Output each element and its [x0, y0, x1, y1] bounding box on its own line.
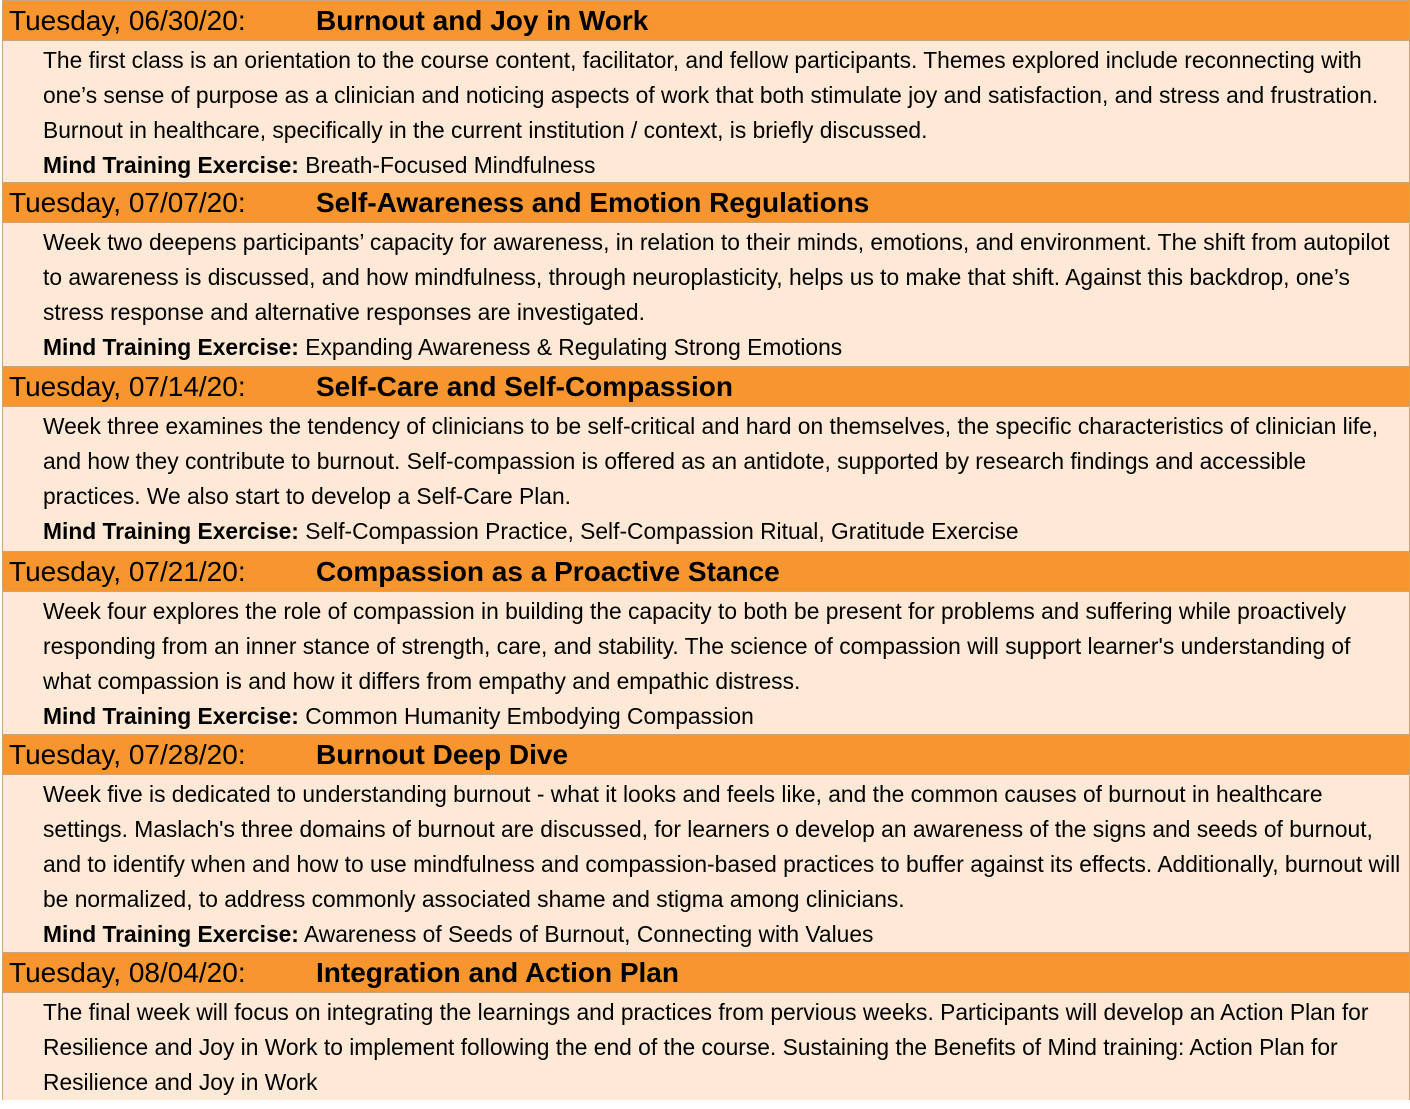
- session-header: [3, 734, 1409, 775]
- session-header: [3, 952, 1409, 993]
- session-description: The final week will focus on integrating the learnings and practices from pervious weeks. Participants will develop an Action Plan for Resilience and Joy in Work to implement following the end of the course. Sustaining the Benefits of Mind training: Action Plan for Resilience and Joy in Work: [43, 999, 1369, 1095]
- exercise-text: Self-Compassion Practice, Self-Compassion Ritual, Gratitude Exercise: [298, 518, 1019, 544]
- exercise-label: Mind Training Exercise:: [43, 334, 299, 360]
- exercise-label: Mind Training Exercise:: [43, 921, 299, 947]
- session-title: Compassion as a Proactive Stance: [316, 556, 780, 587]
- mind-training-exercise: [43, 917, 1403, 952]
- session-title: Burnout Deep Dive: [316, 739, 569, 770]
- session-title: Self-Care and Self-Compassion: [316, 371, 733, 402]
- session-title: Self-Awareness and Emotion Regulations: [316, 187, 870, 218]
- exercise-text: Breath-Focused Mindfulness: [298, 152, 596, 178]
- session-date: Tuesday, 06/30/20:: [9, 5, 246, 36]
- session-date: Tuesday, 08/04/20:: [9, 957, 246, 988]
- session-date: Tuesday, 07/28/20:: [9, 739, 246, 770]
- session-description: Week three examines the tendency of clinicians to be self-critical and hard on themselves, the specific characteristics of clinician life, and how they contribute to burnout. Self-compassion is offered as an antidote, supported by research findings and accessible practices. We also start to develop a Self-Care Plan.: [43, 413, 1379, 509]
- session-header: [3, 182, 1409, 223]
- exercise-label: Mind Training Exercise:: [43, 518, 299, 544]
- session-date: Tuesday, 07/14/20:: [9, 371, 246, 402]
- session-header: [3, 551, 1409, 592]
- session-title: Integration and Action Plan: [316, 957, 679, 988]
- mind-training-exercise: [43, 148, 1403, 183]
- session-body: [3, 41, 1409, 182]
- session-header: [3, 366, 1409, 407]
- course-schedule: [2, 0, 1410, 1100]
- session-header: [3, 0, 1409, 41]
- mind-training-exercise: [43, 330, 1403, 365]
- exercise-text: Expanding Awareness & Regulating Strong Emotions: [298, 334, 843, 360]
- session-description: The first class is an orientation to the course content, facilitator, and fellow participants. Themes explored include reconnecting with one’s sense of purpose as a clinician and noticing aspects of work that both stimulate joy and satisfaction, and stress and frustration. Burnout in healthcare, specifically in the current institution / context, is briefly discussed.: [43, 47, 1379, 143]
- session-description: Week two deepens participants’ capacity for awareness, in relation to their minds, emotions, and environment. The shift from autopilot to awareness is discussed, and how mindfulness, through neuroplasticity, helps us to make that shift. Against this backdrop, one’s stress response and alternative responses are investigated.: [43, 229, 1390, 325]
- session-week-4: [3, 551, 1409, 734]
- exercise-text: Awareness of Seeds of Burnout, Connecting with Values: [298, 921, 874, 947]
- session-body: [3, 592, 1409, 734]
- session-description: Week four explores the role of compassion in building the capacity to both be present for problems and suffering while proactively responding from an inner stance of strength, care, and stability. The science of compassion will support learner's understanding of what compassion is and how it differs from empathy and empathic distress.: [43, 598, 1351, 694]
- session-description: Week five is dedicated to understanding burnout - what it looks and feels like, and the common causes of burnout in healthcare settings. Maslach's three domains of burnout are discussed, for learners o develop an awareness of the signs and seeds of burnout, and to identify when and how to use mindfulness and compassion-based practices to buffer against its effects. Additionally, burnout will be normalized, to address commonly associated shame and stigma among clinicians.: [43, 781, 1401, 912]
- session-week-2: [3, 182, 1409, 366]
- session-body: [3, 993, 1409, 1100]
- session-date: Tuesday, 07/21/20:: [9, 556, 246, 587]
- mind-training-exercise: [43, 699, 1403, 734]
- session-body: [3, 407, 1409, 551]
- exercise-text: Common Humanity Embodying Compassion: [298, 703, 754, 729]
- session-body: [3, 775, 1409, 952]
- session-date: Tuesday, 07/07/20:: [9, 187, 246, 218]
- session-week-6: [3, 952, 1409, 1100]
- exercise-label: Mind Training Exercise:: [43, 703, 299, 729]
- session-title: Burnout and Joy in Work: [316, 5, 649, 36]
- exercise-label: Mind Training Exercise:: [43, 152, 299, 178]
- session-week-1: [3, 0, 1409, 182]
- session-week-3: [3, 366, 1409, 551]
- session-week-5: [3, 734, 1409, 952]
- session-body: [3, 223, 1409, 366]
- mind-training-exercise: [43, 514, 1403, 549]
